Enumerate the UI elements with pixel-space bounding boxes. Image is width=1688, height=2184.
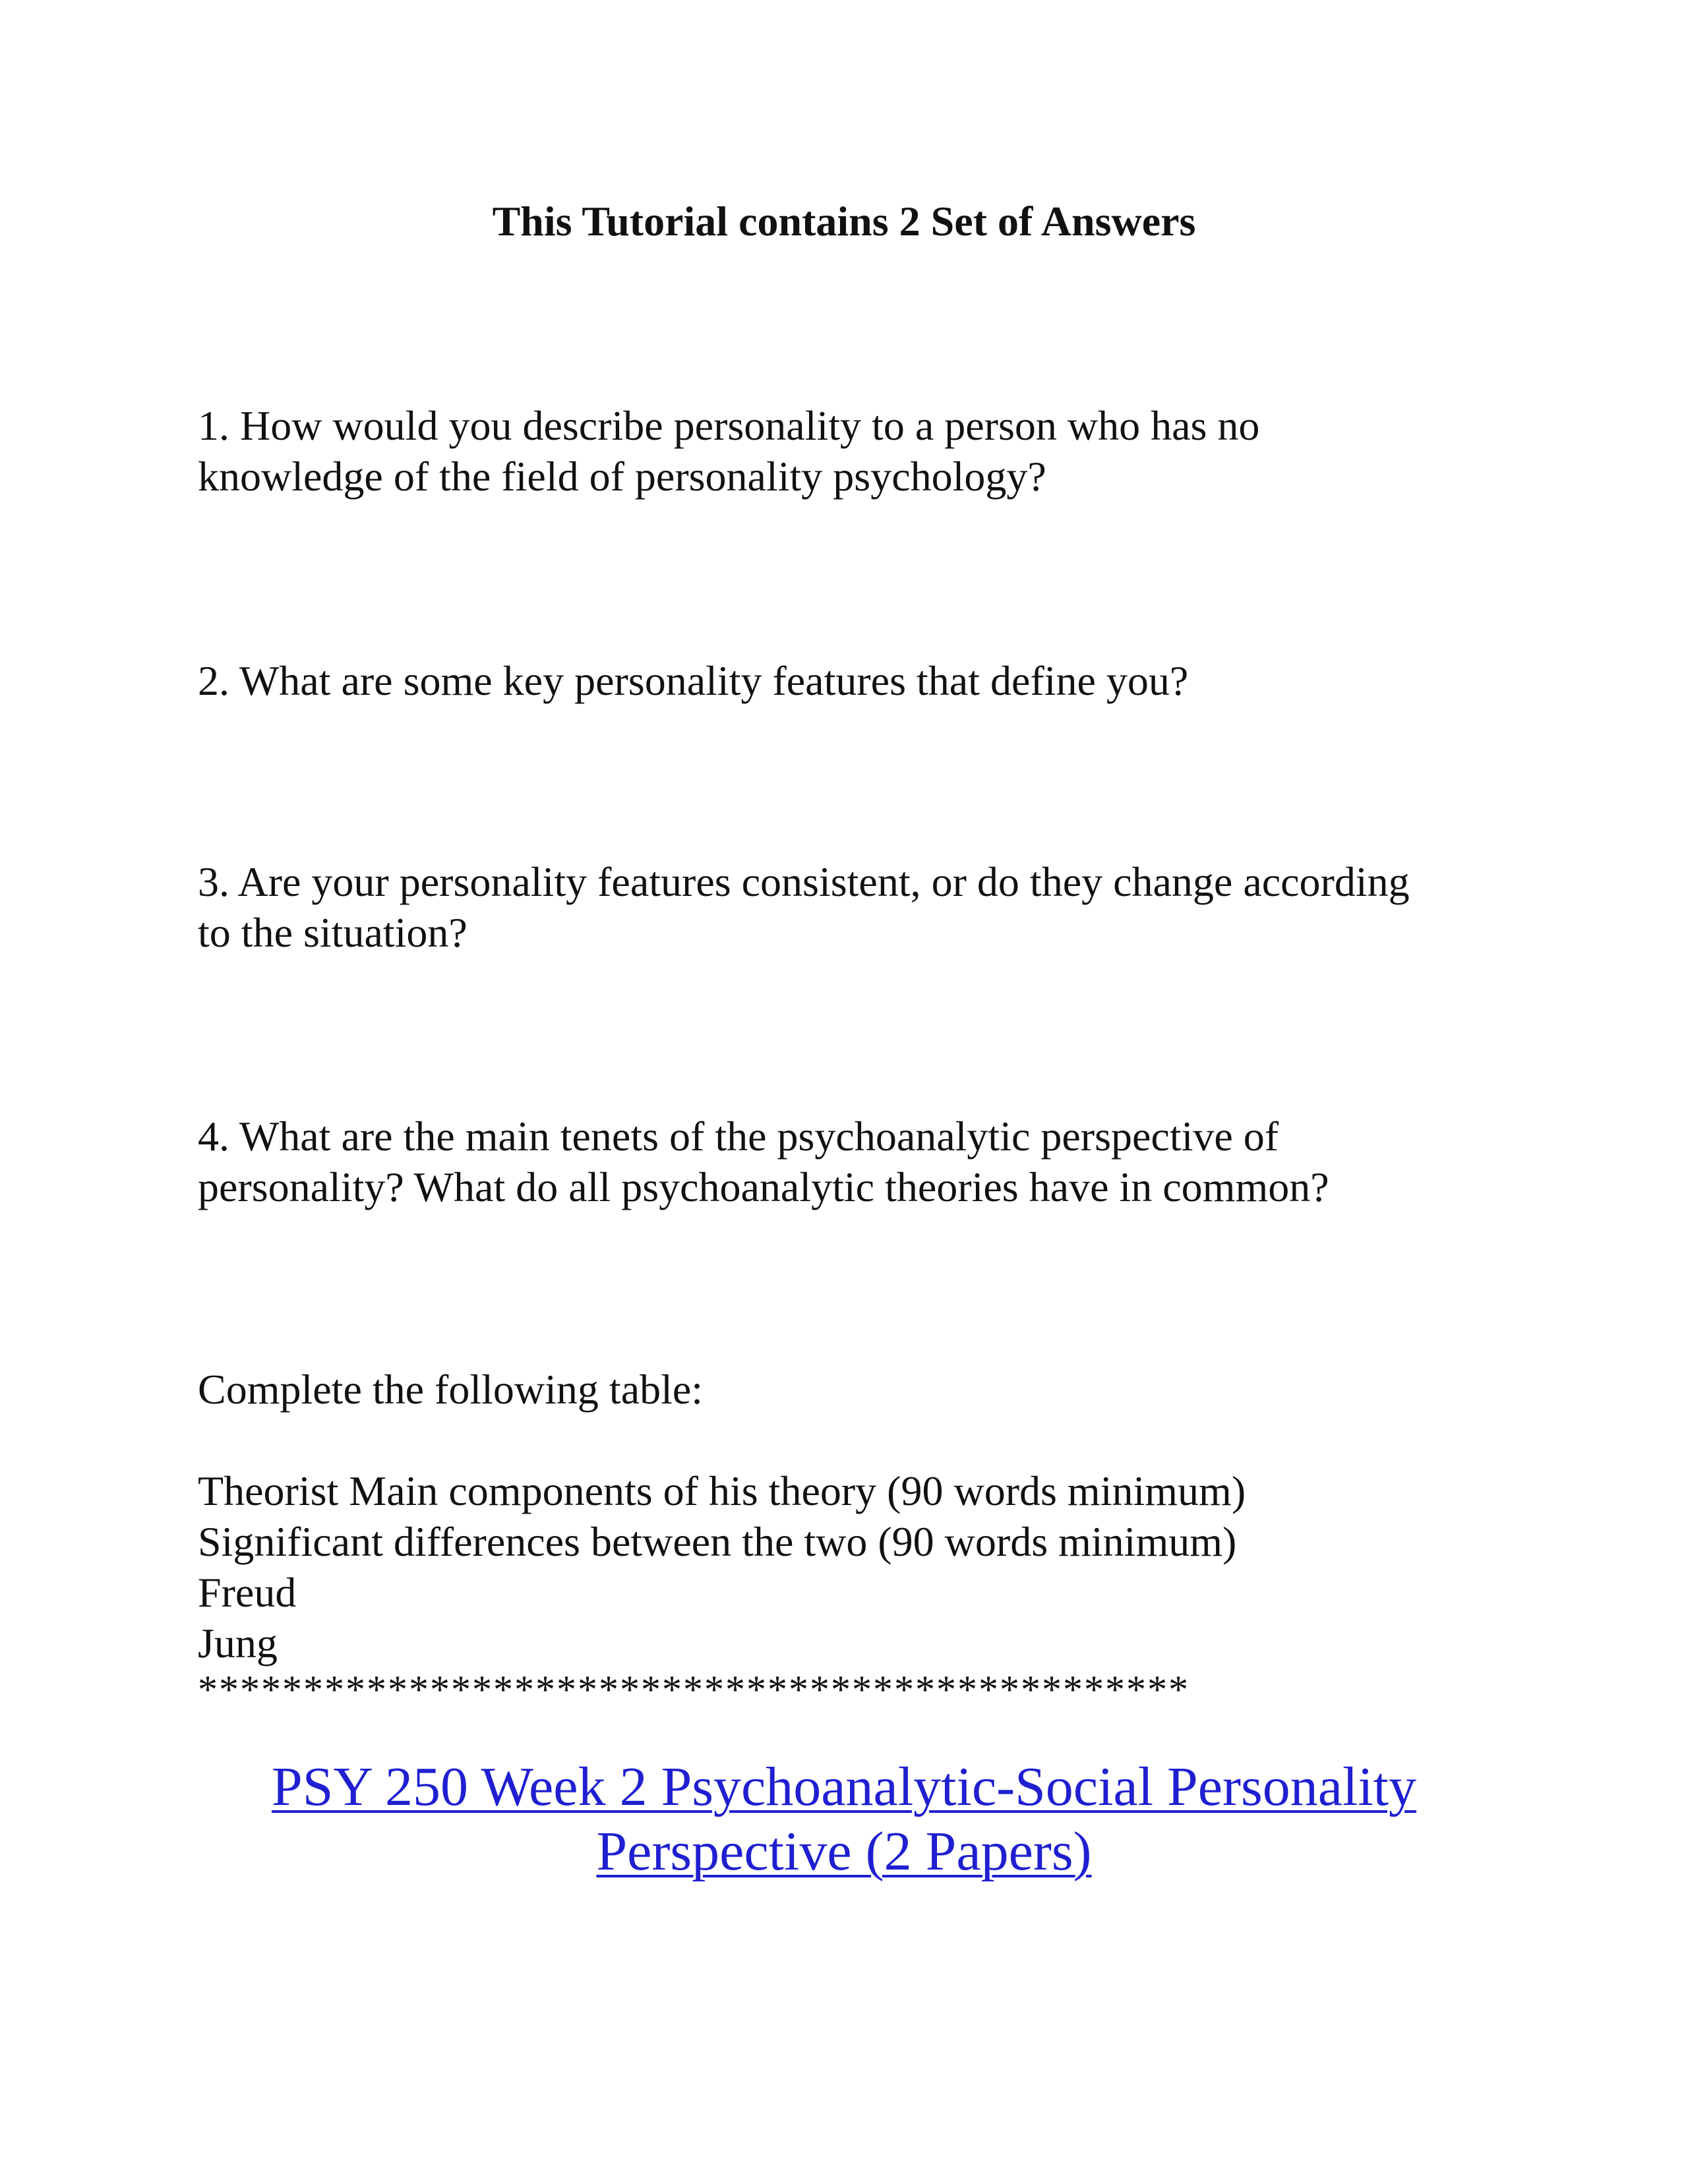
table-row-freud: Freud xyxy=(198,1569,297,1616)
separator-asterisks: *********************************************** xyxy=(198,1668,1190,1711)
product-link-block xyxy=(0,1755,1688,1884)
question-3-line-2: to the situation? xyxy=(198,909,467,956)
question-1-line-1: 1. How would you describe personality to a person who has no xyxy=(198,402,1260,449)
product-link-line-2: Perspective (2 Papers) xyxy=(596,1821,1092,1882)
question-4-line-1: 4. What are the main tenets of the psychoanalytic perspective of xyxy=(198,1113,1279,1160)
question-2 xyxy=(198,655,1517,706)
table-intro-text: Complete the following table: xyxy=(198,1366,704,1413)
question-4 xyxy=(198,1111,1517,1212)
question-1-line-2: knowledge of the field of personality psychology? xyxy=(198,453,1046,500)
product-link-line-1: PSY 250 Week 2 Psychoanalytic-Social Personality xyxy=(271,1756,1417,1817)
table-intro xyxy=(198,1364,1517,1415)
question-3 xyxy=(198,856,1517,958)
table-header-line: Theorist Main components of his theory (90 words minimum) xyxy=(198,1467,1246,1514)
table-header-line-2: Significant differences between the two (90 words minimum) xyxy=(198,1518,1237,1565)
question-3-line-1: 3. Are your personality features consistent, or do they change according xyxy=(198,858,1410,905)
question-4-line-2: personality? What do all psychoanalytic theories have in common? xyxy=(198,1164,1329,1210)
question-1 xyxy=(198,400,1517,502)
table-row-jung: Jung xyxy=(198,1620,278,1667)
document-title: This Tutorial contains 2 Set of Answers xyxy=(492,198,1196,245)
question-2-line-1: 2. What are some key personality features that define you? xyxy=(198,657,1189,704)
product-link[interactable] xyxy=(0,1755,1688,1884)
table-content xyxy=(198,1465,1517,1668)
